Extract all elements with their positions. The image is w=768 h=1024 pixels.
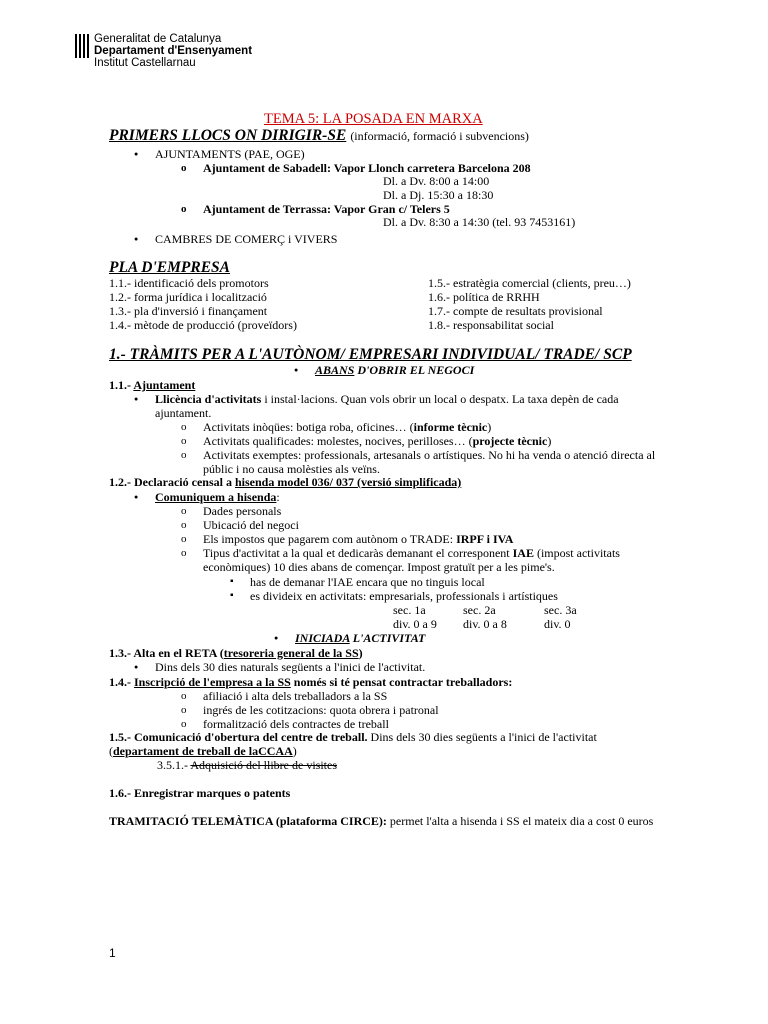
point-title: Ajuntament [133, 378, 196, 392]
list-item: 1.5.- estratègia comercial (clients, preu…) [428, 276, 631, 290]
section-heading: PLA D'EMPRESA [109, 259, 231, 276]
list-item: ● CAMBRES DE COMERÇ i VIVERS [155, 232, 337, 246]
item-text: permet l'alta a hisenda i SS el mateix dia a cost 0 euros [386, 814, 654, 828]
item-bold: Llicència d'activitats [155, 392, 262, 406]
header-line-3: Institut Castellarnau [94, 57, 196, 69]
point-title-underlined: departament de treball de laCCAA [113, 744, 293, 758]
page-number: 1 [109, 946, 116, 960]
item-bold: informe tècnic [413, 420, 488, 434]
item-bold: TRAMITACIÓ TELEMÀTICA (plataforma CIRCE): [109, 814, 387, 828]
point-1-2 [109, 475, 461, 489]
list-item: ● AJUNTAMENTS (PAE, OGE) [155, 147, 305, 161]
point-1-5 [109, 730, 659, 758]
header-line-1: Generalitat de Catalunya [94, 33, 222, 45]
item-bold: projecte tècnic [472, 434, 548, 448]
point-title-underlined: hisenda model 036/ 037 (versió simplificada) [234, 475, 462, 489]
item-bold: IRPF i IVA [456, 532, 514, 546]
list-item: o formalització dels contractes de treball [203, 717, 389, 731]
list-item [203, 420, 491, 434]
schedule: Dl. a Dj. 15:30 a 18:30 [383, 188, 494, 202]
list-item: o afiliació i alta dels treballadors a la SS [203, 689, 387, 703]
item-text: Activitats qualificades: molestes, nocives, perilloses… ( [203, 434, 473, 448]
list-item: 1.6.- política de RRHH [428, 290, 540, 304]
item-text: ) [292, 744, 297, 758]
subheading-abans [315, 363, 474, 377]
point-title: 1.4.- [109, 675, 134, 689]
list-item: 1.7.- compte de resultats provisional [428, 304, 603, 318]
point-3-5-1 [157, 758, 337, 772]
item-text: Els impostos que pagarem com autònom o TRADE: [203, 532, 457, 546]
section-heading-note: (informació, formació i subvencions) [350, 129, 529, 143]
subheading-part: INICIADA [295, 631, 350, 645]
list-item: 1.8.- responsabilitat social [428, 318, 554, 332]
schedule: Dl. a Dv. 8:30 a 14:30 (tel. 93 7453161) [383, 215, 576, 229]
list-item: o Dades personals [203, 504, 281, 518]
subheading-part: D'OBRIR EL NEGOCI [354, 363, 475, 377]
division-label: div. 0 [544, 617, 571, 631]
list-item: o Ajuntament de Sabadell: Vapor Llonch carretera Barcelona 208 [203, 161, 531, 175]
item-text: i instal·lacions. Quan vols obrir un local o despatx. La taxa depèn de cada ajuntament. [155, 392, 619, 420]
item-text: Dins dels 30 dies següents a l'inici de l'activitat ( [109, 730, 597, 758]
point-title: 1.5.- Comunicació d'obertura del centre de treball. [109, 730, 368, 744]
item-bold: Comuniquem a hisenda [155, 490, 277, 504]
point-number: 3.5.1.- [157, 758, 191, 772]
item-text: Activitats inòqües: botiga roba, oficines… ( [203, 420, 414, 434]
section-heading: 1.- TRÀMITS PER A L'AUTÒNOM/ EMPRESARI INDIVIDUAL/ TRADE/ SCP [109, 346, 632, 363]
point-title: ) [358, 646, 363, 660]
point-1-6: 1.6.- Enregistrar marques o patents [109, 786, 291, 800]
list-item: ▪ es divideix en activitats: empresarials, professionals i artístiques [250, 589, 558, 603]
division-label: div. 0 a 9 [393, 617, 437, 631]
section-label: sec. 1a [393, 603, 426, 617]
point-title: només si té pensat contractar treballadors: [290, 675, 513, 689]
division-label: div. 0 a 8 [463, 617, 507, 631]
item-bold: IAE [512, 546, 534, 560]
list-item: o ingrés de les cotitzacions: quota obrera i patronal [203, 703, 439, 717]
schedule: Dl. a Dv. 8:00 a 14:00 [383, 174, 490, 188]
list-item: 1.1.- identificació dels promotors [109, 276, 269, 290]
list-item [203, 546, 663, 574]
subheading-part: L'ACTIVITAT [349, 631, 426, 645]
list-item: o Ajuntament de Terrassa: Vapor Gran c/ Telers 5 [203, 202, 450, 216]
point-1-3 [109, 646, 363, 660]
point-1-4 [109, 675, 512, 689]
list-item: 1.4.- mètode de producció (proveïdors) [109, 318, 297, 332]
list-item: o Activitats exemptes: professionals, artesanals o artístiques. No hi ha venda o atenció directa al públic i no causa molèsties als veïns. [203, 448, 663, 476]
section-label: sec. 3a [544, 603, 577, 617]
item-text: ) [547, 434, 552, 448]
header-line-2: Departament d'Ensenyament [94, 45, 253, 57]
point-title: 1.2.- Declaració censal a [109, 475, 235, 489]
page-title: TEMA 5: LA POSADA EN MARXA [264, 111, 483, 127]
section-label: sec. 2a [463, 603, 496, 617]
item-text: ) [487, 420, 492, 434]
list-item [203, 532, 513, 546]
point-number: 1.1.- [109, 378, 134, 392]
list-item [155, 392, 635, 420]
item-text: : [276, 490, 280, 504]
generalitat-logo-icon [74, 33, 91, 59]
item-text: Tipus d'activitat a la qual et dedicaràs demanant el corresponent [203, 546, 513, 560]
list-item: o Ubicació del negoci [203, 518, 299, 532]
point-title-underlined: Inscripció de l'empresa a la SS [134, 675, 291, 689]
point-title-underlined: tresoreria general de la SS [223, 646, 359, 660]
struck-text: Adquisició del llibre de visites [190, 758, 337, 772]
list-item: 1.3.- pla d'inversió i finançament [109, 304, 268, 318]
subheading-iniciada [295, 631, 425, 645]
item-text: (impost activitats econòmiques) 10 dies abans de començar. Impost gratuït per a les pime's. [203, 546, 620, 574]
point-1-1 [109, 378, 195, 392]
section-primers-llocs [109, 127, 529, 145]
list-item: ▪ has de demanar l'IAE encara que no tinguis local [250, 575, 485, 589]
subheading-part: ABANS [315, 363, 355, 377]
point-title: 1.3.- Alta en el RETA ( [109, 646, 224, 660]
tramitacio-telematica [109, 814, 659, 828]
list-item [203, 434, 551, 448]
list-item: ● Dins dels 30 dies naturals següents a l'inici de l'activitat. [155, 660, 425, 674]
section-heading: PRIMERS LLOCS ON DIRIGIR-SE [109, 127, 347, 144]
list-item [155, 490, 280, 504]
list-item: 1.2.- forma jurídica i localització [109, 290, 267, 304]
